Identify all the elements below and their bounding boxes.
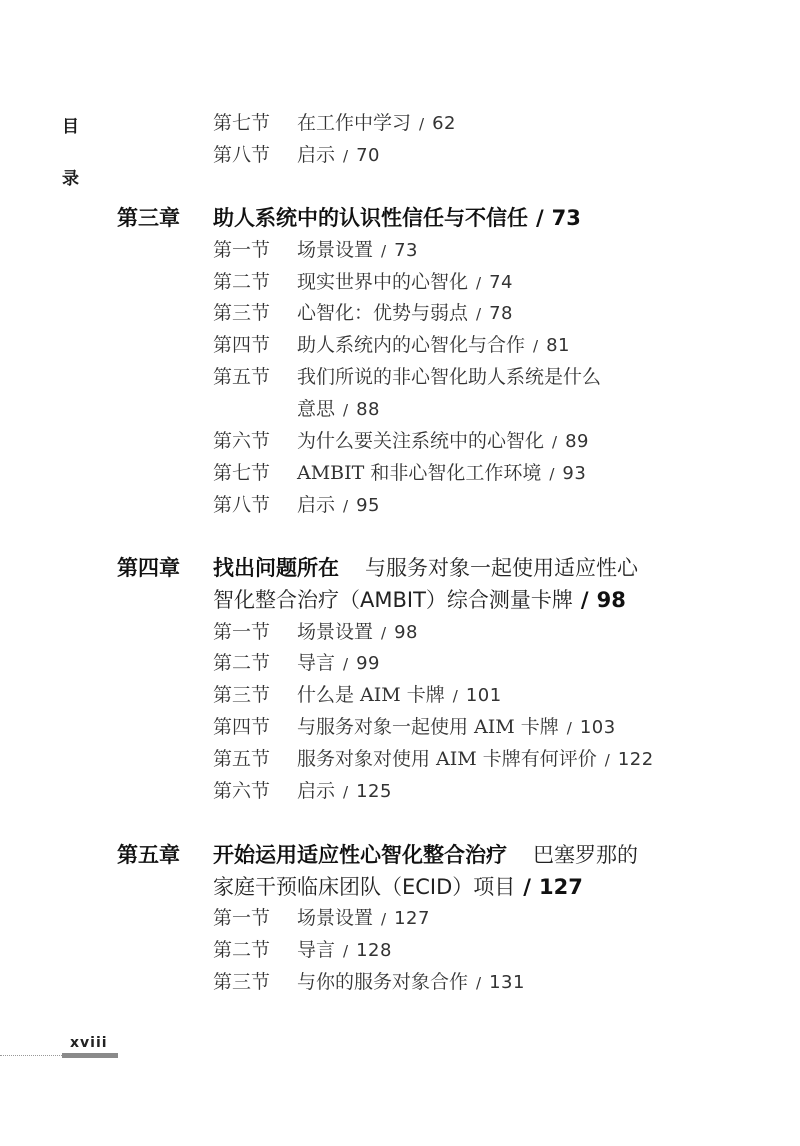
chapter-title: 找出问题所在 <box>213 556 339 580</box>
section-title: 我们所说的非心智化助人系统是什么 <box>297 366 602 388</box>
section-page: 93 <box>562 463 587 484</box>
chapter-title: 开始运用适应性心智化整合治疗 <box>213 843 507 867</box>
section-title: 现实世界中的心智化 <box>297 271 469 293</box>
toc-section[interactable] <box>213 620 418 645</box>
section-number: 第八节 <box>213 494 271 516</box>
toc-chapter[interactable] <box>117 839 638 903</box>
chapter-number: 第三章 <box>117 206 180 230</box>
section-page: 98 <box>394 622 418 643</box>
section-title: 在工作中学习 <box>297 112 412 134</box>
toc-section[interactable] <box>213 429 589 454</box>
section-number: 第一节 <box>213 621 271 643</box>
separator: / <box>566 719 572 737</box>
section-page: 122 <box>617 749 654 770</box>
chapter-subtitle: 巴塞罗那的 <box>533 843 638 867</box>
toc-section[interactable] <box>213 651 380 676</box>
section-number: 第二节 <box>213 652 271 674</box>
toc-section[interactable] <box>213 938 392 963</box>
footer-dotted-rule <box>0 1055 62 1056</box>
section-title: 为什么要关注系统中的心智化 <box>297 430 545 452</box>
toc-section[interactable] <box>213 111 456 136</box>
toc-section[interactable] <box>213 143 380 168</box>
section-page: 73 <box>394 240 418 261</box>
toc-section[interactable] <box>213 779 392 804</box>
section-page: 95 <box>356 495 380 516</box>
page-number: xviii <box>70 1035 108 1051</box>
chapter-subtitle: 与服务对象一起使用适应性心 <box>365 556 638 580</box>
section-title: 与服务对象一起使用 AIM 卡牌 <box>297 716 559 738</box>
separator: / <box>381 910 387 928</box>
section-number: 第六节 <box>213 780 271 802</box>
section-number: 第八节 <box>213 144 271 166</box>
separator: / <box>452 687 458 705</box>
page-number-underline <box>62 1053 118 1058</box>
separator: / <box>533 337 539 355</box>
chapter-number: 第四章 <box>117 556 180 580</box>
separator: / <box>476 974 482 992</box>
section-title: 服务对象对使用 AIM 卡牌有何评价 <box>297 748 597 770</box>
separator: / <box>343 942 349 960</box>
section-title: 启示 <box>297 144 336 166</box>
toc-section[interactable] <box>213 333 570 358</box>
separator: / <box>343 655 349 673</box>
separator: / <box>536 206 544 230</box>
separator: / <box>476 274 482 292</box>
section-title: 助人系统内的心智化与合作 <box>297 334 526 356</box>
section-page: 81 <box>546 335 570 356</box>
toc-section[interactable] <box>213 906 430 931</box>
section-number: 第二节 <box>213 939 271 961</box>
chapter-page: 98 <box>596 588 626 612</box>
chapter-subtitle-continued: 智化整合治疗（AMBIT）综合测量卡牌 <box>213 588 573 612</box>
separator: / <box>343 783 349 801</box>
section-number: 第一节 <box>213 239 271 261</box>
side-label-lu: 录 <box>62 169 79 189</box>
toc-section[interactable] <box>213 683 502 708</box>
section-title: 导言 <box>297 939 336 961</box>
separator: / <box>552 433 558 451</box>
section-number: 第二节 <box>213 271 271 293</box>
section-page: 103 <box>579 717 616 738</box>
section-title: 心智化：优势与弱点 <box>297 302 469 324</box>
section-page: 99 <box>356 653 380 674</box>
section-number: 第三节 <box>213 302 271 324</box>
section-number: 第三节 <box>213 971 271 993</box>
chapter-page: 127 <box>538 875 583 899</box>
section-title: 启示 <box>297 494 336 516</box>
section-page: 89 <box>565 431 589 452</box>
section-number: 第四节 <box>213 334 271 356</box>
section-page: 131 <box>489 972 525 993</box>
section-page: 78 <box>489 303 513 324</box>
section-number: 第七节 <box>213 112 271 134</box>
section-page: 127 <box>394 908 430 929</box>
section-page: 101 <box>465 685 502 706</box>
separator: / <box>476 305 482 323</box>
separator: / <box>381 624 387 642</box>
section-title-continued: 意思 <box>297 398 336 420</box>
section-title: 启示 <box>297 780 336 802</box>
chapter-page: 73 <box>551 206 581 230</box>
toc-section[interactable] <box>213 238 418 263</box>
toc-section[interactable] <box>213 301 513 326</box>
section-title: AMBIT 和非心智化工作环境 <box>297 462 542 484</box>
section-title: 什么是 AIM 卡牌 <box>297 684 445 706</box>
section-number: 第五节 <box>213 748 271 770</box>
separator: / <box>419 115 425 133</box>
section-number: 第七节 <box>213 462 271 484</box>
section-number: 第四节 <box>213 716 271 738</box>
separator: / <box>381 242 387 260</box>
chapter-subtitle-continued: 家庭干预临床团队（ECID）项目 <box>213 875 516 899</box>
separator: / <box>343 497 349 515</box>
toc-section[interactable] <box>213 270 513 295</box>
separator: / <box>604 751 610 769</box>
separator: / <box>343 401 349 419</box>
section-number: 第五节 <box>213 366 271 388</box>
toc-section[interactable] <box>213 970 525 995</box>
separator: / <box>343 147 349 165</box>
side-label-mu: 目 <box>62 117 79 137</box>
section-number: 第三节 <box>213 684 271 706</box>
section-number: 第一节 <box>213 907 271 929</box>
toc-section[interactable] <box>213 361 601 426</box>
toc-section[interactable] <box>213 461 586 486</box>
section-title: 导言 <box>297 652 336 674</box>
toc-section[interactable] <box>213 715 616 740</box>
chapter-number: 第五章 <box>117 843 180 867</box>
separator: / <box>580 588 589 612</box>
toc-section[interactable] <box>213 493 380 518</box>
toc-chapter[interactable] <box>117 552 638 616</box>
section-title: 场景设置 <box>297 907 374 929</box>
separator: / <box>523 875 531 899</box>
section-page: 128 <box>356 940 392 961</box>
section-number: 第六节 <box>213 430 271 452</box>
section-title: 场景设置 <box>297 239 374 261</box>
toc-chapter[interactable] <box>117 202 581 234</box>
section-page: 62 <box>432 113 456 134</box>
chapter-title: 助人系统中的认识性信任与不信任 <box>213 206 528 230</box>
toc-section[interactable] <box>213 747 654 772</box>
section-page: 74 <box>489 272 513 293</box>
section-page: 70 <box>356 145 380 166</box>
section-page: 125 <box>356 781 392 802</box>
section-page: 88 <box>356 399 380 420</box>
section-title: 场景设置 <box>297 621 374 643</box>
section-title: 与你的服务对象合作 <box>297 971 469 993</box>
separator: / <box>549 465 555 483</box>
